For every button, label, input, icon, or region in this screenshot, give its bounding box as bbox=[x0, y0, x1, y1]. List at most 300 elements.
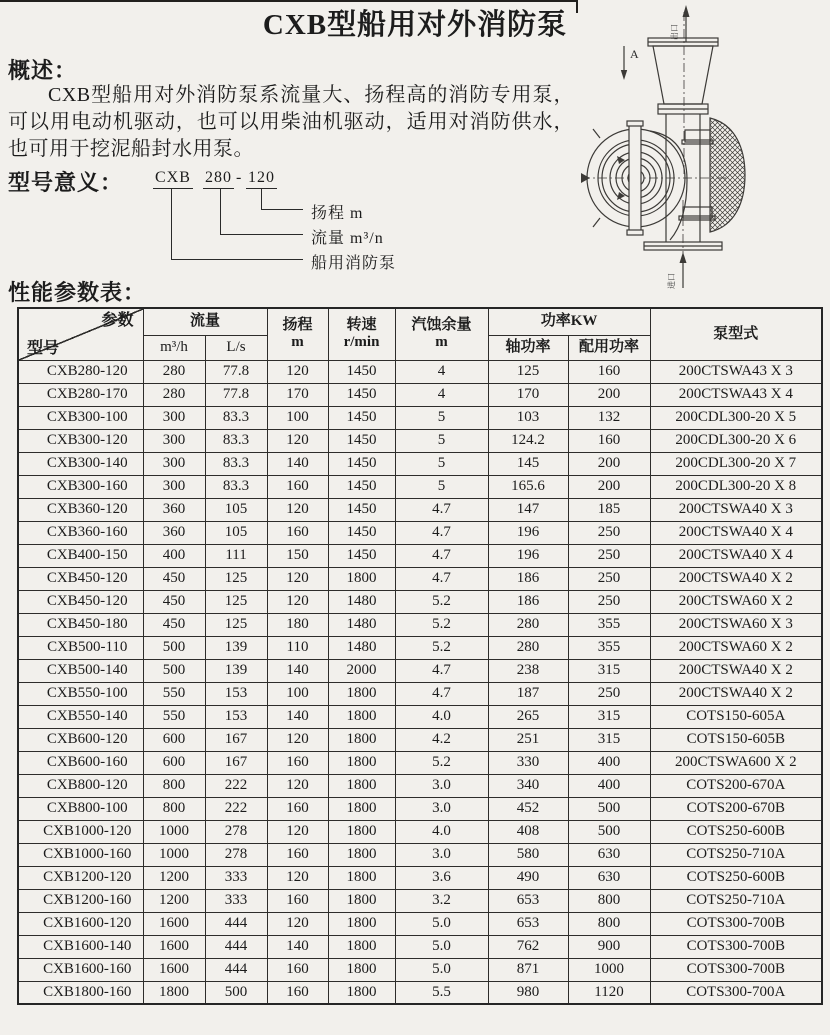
value-cell: 120 bbox=[267, 567, 328, 590]
section-a-label: A bbox=[630, 47, 639, 61]
pump-type-cell: 200CDL300-20 X 5 bbox=[650, 406, 822, 429]
header-power-shaft: 轴功率 bbox=[488, 335, 568, 360]
value-cell: 300 bbox=[143, 406, 205, 429]
value-cell: 1450 bbox=[328, 406, 395, 429]
value-cell: 333 bbox=[205, 889, 267, 912]
model-code-dash: - bbox=[236, 169, 242, 186]
table-row bbox=[18, 728, 822, 751]
value-cell: 444 bbox=[205, 912, 267, 935]
model-meaning-heading: 型号意义： bbox=[8, 170, 124, 195]
value-cell: 180 bbox=[267, 613, 328, 636]
value-cell: 280 bbox=[143, 383, 205, 406]
value-cell: 500 bbox=[568, 797, 650, 820]
value-cell: 500 bbox=[205, 981, 267, 1004]
value-cell: 1000 bbox=[143, 820, 205, 843]
value-cell: 140 bbox=[267, 659, 328, 682]
performance-table bbox=[17, 307, 823, 1005]
model-cell: CXB1800-160 bbox=[18, 981, 143, 1004]
pump-type-cell: COTS250-600B bbox=[650, 866, 822, 889]
value-cell: 800 bbox=[568, 912, 650, 935]
value-cell: 630 bbox=[568, 866, 650, 889]
value-cell: 1450 bbox=[328, 452, 395, 475]
value-cell: 100 bbox=[267, 682, 328, 705]
value-cell: 1450 bbox=[328, 475, 395, 498]
table-row bbox=[18, 958, 822, 981]
value-cell: 111 bbox=[205, 544, 267, 567]
value-cell: 340 bbox=[488, 774, 568, 797]
header-model-label: 型号 bbox=[27, 339, 60, 357]
value-cell: 315 bbox=[568, 728, 650, 751]
value-cell: 1800 bbox=[328, 820, 395, 843]
overview-paragraph: CXB型船用对外消防泵系流量大、扬程高的消防专用泵，可以用电动机驱动，也可以用柴油机驱动，适用对消防供水，也可用于挖泥船封水用泵。 bbox=[8, 84, 574, 160]
value-cell: 1800 bbox=[328, 797, 395, 820]
value-cell: 165.6 bbox=[488, 475, 568, 498]
model-cell: CXB360-160 bbox=[18, 521, 143, 544]
pump-type-cell: 200CTSWA40 X 3 bbox=[650, 498, 822, 521]
value-cell: 1800 bbox=[328, 774, 395, 797]
pump-type-cell: 200CTSWA60 X 2 bbox=[650, 590, 822, 613]
value-cell: 105 bbox=[205, 521, 267, 544]
pump-type-cell: COTS250-600B bbox=[650, 820, 822, 843]
value-cell: 132 bbox=[568, 406, 650, 429]
model-cell: CXB800-100 bbox=[18, 797, 143, 820]
value-cell: 125 bbox=[205, 613, 267, 636]
model-label-series: 船用消防泵 bbox=[311, 255, 397, 272]
value-cell: 5 bbox=[395, 406, 488, 429]
value-cell: 196 bbox=[488, 544, 568, 567]
value-cell: 333 bbox=[205, 866, 267, 889]
value-cell: 1800 bbox=[328, 981, 395, 1004]
value-cell: 147 bbox=[488, 498, 568, 521]
value-cell: 1480 bbox=[328, 613, 395, 636]
table-row bbox=[18, 705, 822, 728]
model-cell: CXB300-120 bbox=[18, 429, 143, 452]
value-cell: 1000 bbox=[568, 958, 650, 981]
header-npsh bbox=[395, 308, 488, 360]
value-cell: 250 bbox=[568, 567, 650, 590]
pump-type-cell: COTS200-670B bbox=[650, 797, 822, 820]
value-cell: 330 bbox=[488, 751, 568, 774]
table-row bbox=[18, 843, 822, 866]
model-cell: CXB400-150 bbox=[18, 544, 143, 567]
model-cell: CXB500-140 bbox=[18, 659, 143, 682]
discharge-cone bbox=[653, 46, 713, 104]
pump-type-cell: 200CTSWA40 X 4 bbox=[650, 521, 822, 544]
value-cell: 300 bbox=[143, 475, 205, 498]
pump-type-cell: 200CDL300-20 X 8 bbox=[650, 475, 822, 498]
value-cell: 408 bbox=[488, 820, 568, 843]
value-cell: 3.0 bbox=[395, 774, 488, 797]
value-cell: 153 bbox=[205, 682, 267, 705]
model-cell: CXB450-120 bbox=[18, 567, 143, 590]
header-model-param bbox=[18, 308, 143, 360]
value-cell: 160 bbox=[267, 843, 328, 866]
value-cell: 4.7 bbox=[395, 521, 488, 544]
value-cell: 444 bbox=[205, 958, 267, 981]
table-row bbox=[18, 383, 822, 406]
value-cell: 140 bbox=[267, 935, 328, 958]
value-cell: 145 bbox=[488, 452, 568, 475]
value-cell: 580 bbox=[488, 843, 568, 866]
value-cell: 1450 bbox=[328, 521, 395, 544]
header-head bbox=[267, 308, 328, 360]
model-cell: CXB1600-160 bbox=[18, 958, 143, 981]
value-cell: 400 bbox=[143, 544, 205, 567]
value-cell: 250 bbox=[568, 682, 650, 705]
model-cell: CXB450-180 bbox=[18, 613, 143, 636]
value-cell: 83.3 bbox=[205, 452, 267, 475]
value-cell: 4.0 bbox=[395, 820, 488, 843]
value-cell: 452 bbox=[488, 797, 568, 820]
value-cell: 4.7 bbox=[395, 567, 488, 590]
value-cell: 450 bbox=[143, 567, 205, 590]
value-cell: 1600 bbox=[143, 912, 205, 935]
pump-type-cell: COTS250-710A bbox=[650, 843, 822, 866]
value-cell: 800 bbox=[568, 889, 650, 912]
table-row bbox=[18, 521, 822, 544]
value-cell: 450 bbox=[143, 613, 205, 636]
shaft-bracket bbox=[627, 121, 643, 235]
table-row bbox=[18, 774, 822, 797]
pump-technical-drawing bbox=[575, 0, 830, 295]
value-cell: 1200 bbox=[143, 866, 205, 889]
value-cell: 110 bbox=[267, 636, 328, 659]
value-cell: 1800 bbox=[328, 751, 395, 774]
value-cell: 139 bbox=[205, 659, 267, 682]
value-cell: 160 bbox=[267, 751, 328, 774]
value-cell: 83.3 bbox=[205, 475, 267, 498]
table-row bbox=[18, 981, 822, 1004]
section-a-arrow-icon bbox=[621, 46, 627, 80]
value-cell: 315 bbox=[568, 659, 650, 682]
value-cell: 355 bbox=[568, 613, 650, 636]
model-cell: CXB280-120 bbox=[18, 360, 143, 383]
table-row bbox=[18, 659, 822, 682]
value-cell: 186 bbox=[488, 567, 568, 590]
value-cell: 1450 bbox=[328, 383, 395, 406]
value-cell: 1800 bbox=[328, 866, 395, 889]
value-cell: 653 bbox=[488, 912, 568, 935]
table-row bbox=[18, 935, 822, 958]
header-flow-m3h: m³/h bbox=[143, 335, 205, 360]
table-row bbox=[18, 544, 822, 567]
value-cell: 120 bbox=[267, 498, 328, 521]
value-cell: 222 bbox=[205, 797, 267, 820]
table-row bbox=[18, 912, 822, 935]
pump-type-cell: COTS300-700B bbox=[650, 912, 822, 935]
value-cell: 280 bbox=[488, 613, 568, 636]
model-code-flow: 280 bbox=[203, 169, 234, 189]
overview-heading: 概述： bbox=[8, 58, 78, 83]
value-cell: 355 bbox=[568, 636, 650, 659]
model-cell: CXB1600-140 bbox=[18, 935, 143, 958]
value-cell: 160 bbox=[568, 360, 650, 383]
value-cell: 280 bbox=[488, 636, 568, 659]
table-row bbox=[18, 360, 822, 383]
pump-type-cell: 200CDL300-20 X 6 bbox=[650, 429, 822, 452]
model-cell: CXB800-120 bbox=[18, 774, 143, 797]
value-cell: 550 bbox=[143, 705, 205, 728]
value-cell: 500 bbox=[143, 659, 205, 682]
table-row bbox=[18, 682, 822, 705]
header-head-unit: m bbox=[291, 334, 304, 351]
value-cell: 4.7 bbox=[395, 659, 488, 682]
value-cell: 2000 bbox=[328, 659, 395, 682]
table-row bbox=[18, 797, 822, 820]
inlet-label: 进口 bbox=[667, 273, 676, 289]
value-cell: 125 bbox=[205, 567, 267, 590]
value-cell: 265 bbox=[488, 705, 568, 728]
value-cell: 222 bbox=[205, 774, 267, 797]
value-cell: 1800 bbox=[328, 843, 395, 866]
value-cell: 140 bbox=[267, 705, 328, 728]
header-param-label: 参数 bbox=[101, 312, 134, 329]
value-cell: 1800 bbox=[328, 912, 395, 935]
value-cell: 120 bbox=[267, 866, 328, 889]
value-cell: 980 bbox=[488, 981, 568, 1004]
value-cell: 250 bbox=[568, 544, 650, 567]
header-pump-type: 泵型式 bbox=[650, 308, 822, 360]
value-cell: 140 bbox=[267, 452, 328, 475]
value-cell: 1450 bbox=[328, 544, 395, 567]
model-cell: CXB450-120 bbox=[18, 590, 143, 613]
outlet-label: 出口 bbox=[670, 24, 679, 40]
value-cell: 5.0 bbox=[395, 935, 488, 958]
value-cell: 1200 bbox=[143, 889, 205, 912]
value-cell: 600 bbox=[143, 728, 205, 751]
header-head-label: 扬程 bbox=[282, 317, 313, 334]
value-cell: 5.2 bbox=[395, 751, 488, 774]
value-cell: 160 bbox=[267, 981, 328, 1004]
value-cell: 153 bbox=[205, 705, 267, 728]
model-cell: CXB600-120 bbox=[18, 728, 143, 751]
value-cell: 653 bbox=[488, 889, 568, 912]
value-cell: 1800 bbox=[328, 705, 395, 728]
performance-table-wrap bbox=[17, 307, 823, 1005]
model-cell: CXB550-140 bbox=[18, 705, 143, 728]
model-cell: CXB300-160 bbox=[18, 475, 143, 498]
value-cell: 160 bbox=[267, 958, 328, 981]
value-cell: 160 bbox=[267, 521, 328, 544]
value-cell: 4 bbox=[395, 360, 488, 383]
model-cell: CXB1600-120 bbox=[18, 912, 143, 935]
value-cell: 200 bbox=[568, 475, 650, 498]
value-cell: 550 bbox=[143, 682, 205, 705]
value-cell: 160 bbox=[568, 429, 650, 452]
value-cell: 1800 bbox=[328, 889, 395, 912]
value-cell: 360 bbox=[143, 498, 205, 521]
value-cell: 1800 bbox=[328, 567, 395, 590]
table-row bbox=[18, 567, 822, 590]
value-cell: 5.2 bbox=[395, 636, 488, 659]
model-label-flow: 流量 m³/n bbox=[311, 230, 384, 247]
value-cell: 4.7 bbox=[395, 682, 488, 705]
model-cell: CXB1000-160 bbox=[18, 843, 143, 866]
pump-type-cell: COTS150-605B bbox=[650, 728, 822, 751]
performance-table-heading: 性能参数表： bbox=[8, 280, 147, 305]
value-cell: 167 bbox=[205, 728, 267, 751]
model-label-head: 扬程 m bbox=[311, 205, 364, 222]
value-cell: 871 bbox=[488, 958, 568, 981]
model-cell: CXB600-160 bbox=[18, 751, 143, 774]
value-cell: 1480 bbox=[328, 590, 395, 613]
value-cell: 251 bbox=[488, 728, 568, 751]
value-cell: 4.7 bbox=[395, 544, 488, 567]
model-code-series: CXB bbox=[153, 169, 193, 189]
value-cell: 100 bbox=[267, 406, 328, 429]
pump-type-cell: COTS300-700B bbox=[650, 935, 822, 958]
volute-curve bbox=[650, 131, 687, 240]
model-cell: CXB280-170 bbox=[18, 383, 143, 406]
pump-drawing-svg bbox=[575, 0, 830, 295]
model-cell: CXB500-110 bbox=[18, 636, 143, 659]
connector-line-series bbox=[171, 189, 303, 260]
pump-type-cell: 200CTSWA60 X 2 bbox=[650, 636, 822, 659]
value-cell: 490 bbox=[488, 866, 568, 889]
header-power-rated: 配用功率 bbox=[568, 335, 650, 360]
value-cell: 3.6 bbox=[395, 866, 488, 889]
value-cell: 500 bbox=[143, 636, 205, 659]
table-row bbox=[18, 751, 822, 774]
pump-type-cell: 200CTSWA40 X 2 bbox=[650, 682, 822, 705]
table-row bbox=[18, 475, 822, 498]
value-cell: 1450 bbox=[328, 429, 395, 452]
value-cell: 186 bbox=[488, 590, 568, 613]
pump-type-cell: 200CTSWA600 X 2 bbox=[650, 751, 822, 774]
value-cell: 4.2 bbox=[395, 728, 488, 751]
pump-type-cell: 200CTSWA60 X 3 bbox=[650, 613, 822, 636]
value-cell: 139 bbox=[205, 636, 267, 659]
value-cell: 124.2 bbox=[488, 429, 568, 452]
value-cell: 278 bbox=[205, 820, 267, 843]
value-cell: 315 bbox=[568, 705, 650, 728]
value-cell: 5.2 bbox=[395, 613, 488, 636]
model-cell: CXB1200-120 bbox=[18, 866, 143, 889]
value-cell: 238 bbox=[488, 659, 568, 682]
hatched-dome bbox=[710, 118, 745, 232]
value-cell: 900 bbox=[568, 935, 650, 958]
outlet-arrow-icon bbox=[683, 5, 690, 42]
value-cell: 300 bbox=[143, 452, 205, 475]
value-cell: 125 bbox=[488, 360, 568, 383]
value-cell: 196 bbox=[488, 521, 568, 544]
value-cell: 1600 bbox=[143, 935, 205, 958]
pump-type-cell: 200CTSWA40 X 2 bbox=[650, 567, 822, 590]
value-cell: 400 bbox=[568, 774, 650, 797]
value-cell: 800 bbox=[143, 774, 205, 797]
value-cell: 1800 bbox=[328, 958, 395, 981]
value-cell: 200 bbox=[568, 452, 650, 475]
value-cell: 83.3 bbox=[205, 406, 267, 429]
value-cell: 1600 bbox=[143, 958, 205, 981]
value-cell: 120 bbox=[267, 774, 328, 797]
value-cell: 5.2 bbox=[395, 590, 488, 613]
value-cell: 77.8 bbox=[205, 360, 267, 383]
value-cell: 1450 bbox=[328, 498, 395, 521]
header-flow-ls: L/s bbox=[205, 335, 267, 360]
model-cell: CXB300-100 bbox=[18, 406, 143, 429]
pump-type-cell: COTS250-710A bbox=[650, 889, 822, 912]
value-cell: 77.8 bbox=[205, 383, 267, 406]
value-cell: 1800 bbox=[328, 935, 395, 958]
value-cell: 400 bbox=[568, 751, 650, 774]
model-cell: CXB300-140 bbox=[18, 452, 143, 475]
value-cell: 83.3 bbox=[205, 429, 267, 452]
model-cell: CXB550-100 bbox=[18, 682, 143, 705]
value-cell: 160 bbox=[267, 475, 328, 498]
value-cell: 120 bbox=[267, 360, 328, 383]
header-speed-label: 转速 bbox=[346, 317, 377, 334]
model-code-head: 120 bbox=[246, 169, 277, 189]
value-cell: 5 bbox=[395, 452, 488, 475]
value-cell: 5.0 bbox=[395, 912, 488, 935]
value-cell: 167 bbox=[205, 751, 267, 774]
value-cell: 185 bbox=[568, 498, 650, 521]
value-cell: 3.0 bbox=[395, 797, 488, 820]
header-npsh-unit: m bbox=[435, 334, 448, 351]
value-cell: 1450 bbox=[328, 360, 395, 383]
value-cell: 105 bbox=[205, 498, 267, 521]
inlet-arrow-icon bbox=[680, 252, 687, 288]
value-cell: 103 bbox=[488, 406, 568, 429]
casing-left-nub bbox=[581, 173, 590, 183]
value-cell: 1800 bbox=[328, 728, 395, 751]
header-npsh-label: 汽蚀余量 bbox=[411, 317, 472, 334]
value-cell: 5.0 bbox=[395, 958, 488, 981]
pump-type-cell: 200CTSWA40 X 4 bbox=[650, 544, 822, 567]
table-row bbox=[18, 889, 822, 912]
value-cell: 500 bbox=[568, 820, 650, 843]
value-cell: 1000 bbox=[143, 843, 205, 866]
pump-type-cell: COTS150-605A bbox=[650, 705, 822, 728]
value-cell: 444 bbox=[205, 935, 267, 958]
value-cell: 280 bbox=[143, 360, 205, 383]
value-cell: 170 bbox=[488, 383, 568, 406]
value-cell: 360 bbox=[143, 521, 205, 544]
header-flow: 流量 bbox=[143, 308, 267, 335]
table-row bbox=[18, 636, 822, 659]
table-row bbox=[18, 498, 822, 521]
pump-type-cell: COTS200-670A bbox=[650, 774, 822, 797]
value-cell: 300 bbox=[143, 429, 205, 452]
page-title: CXB型船用对外消防泵 bbox=[262, 9, 568, 41]
value-cell: 160 bbox=[267, 889, 328, 912]
header-speed-unit: r/min bbox=[343, 334, 380, 351]
value-cell: 800 bbox=[143, 797, 205, 820]
value-cell: 187 bbox=[488, 682, 568, 705]
table-row bbox=[18, 452, 822, 475]
header-power: 功率KW bbox=[488, 308, 650, 335]
pump-type-cell: 200CDL300-20 X 7 bbox=[650, 452, 822, 475]
value-cell: 120 bbox=[267, 820, 328, 843]
value-cell: 1800 bbox=[328, 682, 395, 705]
value-cell: 200 bbox=[568, 383, 650, 406]
value-cell: 1800 bbox=[143, 981, 205, 1004]
value-cell: 3.2 bbox=[395, 889, 488, 912]
value-cell: 1480 bbox=[328, 636, 395, 659]
value-cell: 4.7 bbox=[395, 498, 488, 521]
value-cell: 4.0 bbox=[395, 705, 488, 728]
value-cell: 120 bbox=[267, 912, 328, 935]
value-cell: 5 bbox=[395, 429, 488, 452]
value-cell: 120 bbox=[267, 728, 328, 751]
performance-table-body bbox=[18, 360, 822, 1004]
pump-type-cell: COTS300-700B bbox=[650, 958, 822, 981]
value-cell: 5 bbox=[395, 475, 488, 498]
value-cell: 5.5 bbox=[395, 981, 488, 1004]
value-cell: 4 bbox=[395, 383, 488, 406]
value-cell: 250 bbox=[568, 521, 650, 544]
